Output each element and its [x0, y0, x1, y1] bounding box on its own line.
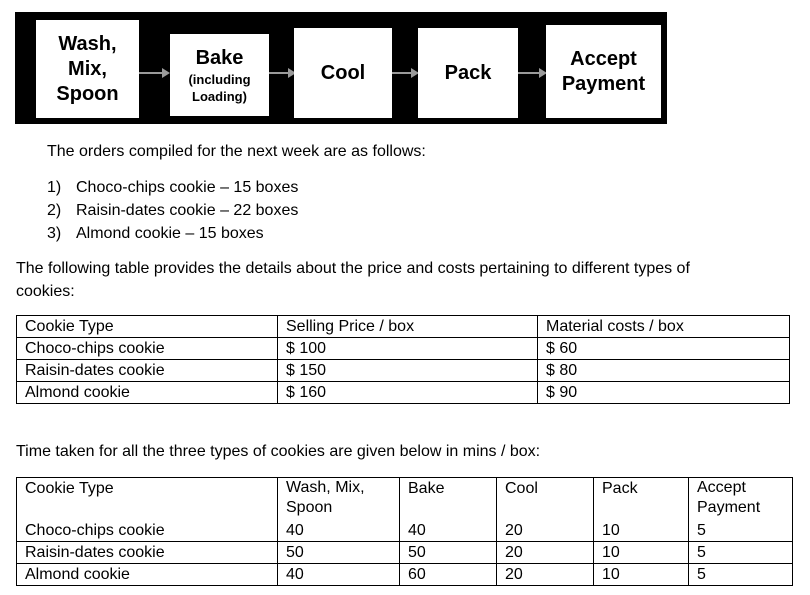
- process-flow-diagram: [15, 12, 667, 124]
- list-item: [47, 176, 298, 199]
- table-row: [17, 382, 790, 404]
- table-header-cell: Cookie Type: [17, 316, 278, 338]
- step-cool: [294, 28, 392, 118]
- table-row: [17, 542, 793, 564]
- table-row: [17, 564, 793, 586]
- table-row: [17, 338, 790, 360]
- table-cell: 40: [400, 520, 497, 542]
- list-item: [47, 222, 298, 245]
- table-cell: $ 90: [538, 382, 790, 404]
- step-sublabel: (including Loading): [188, 71, 251, 104]
- table-cell: $ 150: [278, 360, 538, 382]
- table-header-cell: Wash, Mix, Spoon: [278, 478, 400, 521]
- table-cell: 10: [594, 564, 689, 586]
- arrow-icon: [518, 72, 540, 74]
- step-wash-mix-spoon: [36, 20, 139, 118]
- table-cell: 10: [594, 542, 689, 564]
- time-intro: Time taken for all the three types of cookies are given below in mins / box:: [16, 443, 541, 460]
- table-header-cell: Cookie Type: [17, 478, 278, 521]
- list-number: 1): [47, 179, 62, 196]
- list-text: Raisin-dates cookie – 22 boxes: [76, 202, 299, 219]
- step-label: Wash, Mix, Spoon: [56, 32, 119, 105]
- step-label: Accept Payment: [561, 47, 646, 95]
- table-header-cell: Accept Payment: [689, 478, 793, 521]
- time-table: [16, 477, 793, 586]
- orders-intro: The orders compiled for the next week are as follows:: [47, 143, 426, 160]
- table-cell: 60: [400, 564, 497, 586]
- table-cell: 20: [497, 564, 594, 586]
- table-cell: 40: [278, 564, 400, 586]
- table-header-cell: Cool: [497, 478, 594, 521]
- table-cell: 5: [689, 564, 793, 586]
- table-cell: 5: [689, 542, 793, 564]
- table-cell: Raisin-dates cookie: [17, 360, 278, 382]
- table-cell: Choco-chips cookie: [17, 338, 278, 360]
- table-cell: 40: [278, 520, 400, 542]
- table-cell: 5: [689, 520, 793, 542]
- table-cell: $ 100: [278, 338, 538, 360]
- table-cell: 20: [497, 542, 594, 564]
- list-text: Choco-chips cookie – 15 boxes: [76, 179, 299, 196]
- table-header-cell: Pack: [594, 478, 689, 521]
- list-text: Almond cookie – 15 boxes: [76, 225, 264, 242]
- table-header-cell: Material costs / box: [538, 316, 790, 338]
- step-accept-payment: [546, 25, 661, 118]
- table-cell: 50: [278, 542, 400, 564]
- table-cell: $ 60: [538, 338, 790, 360]
- list-number: 3): [47, 225, 62, 242]
- table-row: [17, 520, 793, 542]
- table-cell: Almond cookie: [17, 564, 278, 586]
- step-label: Bake: [195, 46, 244, 69]
- table-header-row: [17, 478, 793, 521]
- step-pack: [418, 28, 518, 118]
- table-cell: Choco-chips cookie: [17, 520, 278, 542]
- table-cell: 10: [594, 520, 689, 542]
- table-cell: $ 80: [538, 360, 790, 382]
- step-bake: [170, 34, 269, 116]
- table-cell: 50: [400, 542, 497, 564]
- table-cell: 20: [497, 520, 594, 542]
- table-header-row: [17, 316, 790, 338]
- price-intro-line1: The following table provides the details about the price and costs pertaining to different types of: [16, 260, 690, 277]
- list-number: 2): [47, 202, 62, 219]
- table-cell: Almond cookie: [17, 382, 278, 404]
- table-cell: Raisin-dates cookie: [17, 542, 278, 564]
- table-header-cell: Bake: [400, 478, 497, 521]
- table-cell: $ 160: [278, 382, 538, 404]
- price-intro-line2: cookies:: [16, 283, 75, 300]
- price-table: [16, 315, 790, 404]
- list-item: [47, 199, 298, 222]
- table-header-cell: Selling Price / box: [278, 316, 538, 338]
- arrow-icon: [392, 72, 412, 74]
- table-row: [17, 360, 790, 382]
- step-label: Cool: [320, 61, 366, 84]
- orders-list: [47, 176, 298, 245]
- arrow-icon: [139, 72, 163, 74]
- arrow-icon: [269, 72, 289, 74]
- step-label: Pack: [444, 61, 492, 84]
